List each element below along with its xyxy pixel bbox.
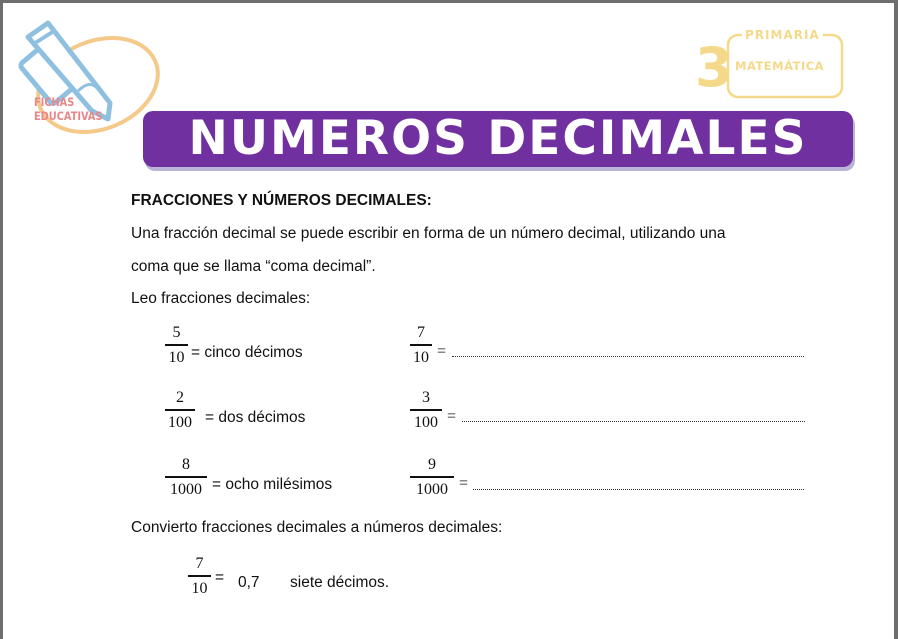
intro-line-2: coma que se llama “coma decimal”. — [131, 258, 376, 275]
answer-blank-1[interactable] — [452, 356, 804, 357]
fraction-3-100: 3 100 — [410, 389, 442, 432]
decimal-words: siete décimos. — [290, 574, 390, 591]
pencil-icon — [10, 15, 165, 145]
equals-sign: = — [215, 569, 225, 586]
example-text-3: = ocho milésimos — [212, 476, 333, 493]
fraction-bar — [188, 575, 211, 577]
read-heading: Leo fracciones decimales: — [131, 290, 311, 307]
logo-text-line2: EDUCATIVAS — [34, 109, 103, 123]
fraction-bar — [410, 476, 454, 478]
equals-sign: = — [459, 475, 469, 492]
fraction-bar — [410, 409, 442, 411]
fraction-bar — [165, 344, 188, 346]
fichas-educativas-logo — [10, 15, 165, 145]
fraction-bar — [165, 409, 195, 411]
fraction-bar — [410, 344, 432, 346]
section-title: FRACCIONES Y NÚMEROS DECIMALES: — [131, 192, 432, 209]
equals-sign: = — [437, 343, 447, 360]
badge-level: PRIMARIA — [742, 28, 823, 42]
answer-blank-2[interactable] — [462, 421, 805, 422]
window-border-top — [0, 0, 898, 3]
page-title: NUMEROS DECIMALES — [188, 111, 808, 166]
grade-number: 3 — [695, 36, 733, 99]
fraction-8-1000: 8 1000 — [165, 456, 207, 499]
example-text-1: = cinco décimos — [191, 344, 303, 361]
fraction-5-10: 5 10 — [165, 324, 188, 367]
fraction-bar — [165, 476, 207, 478]
answer-blank-3[interactable] — [473, 489, 804, 490]
window-border-left — [0, 0, 3, 639]
fraction-9-1000: 9 1000 — [410, 456, 454, 499]
window-border-right — [894, 0, 898, 639]
badge-subject: MATEMÁTICA — [735, 59, 825, 73]
fraction-7-10: 7 10 — [410, 324, 432, 367]
example-text-2: = dos décimos — [205, 409, 306, 426]
intro-line-1: Una fracción decimal se puede escribir en forma de un número decimal, utilizando una — [131, 225, 726, 242]
fraction-7-10-example: 7 10 — [188, 555, 211, 598]
logo-text-line1: FICHAS — [34, 95, 75, 109]
convert-heading: Convierto fracciones decimales a números decimales: — [131, 519, 503, 536]
equals-sign: = — [447, 408, 457, 425]
decimal-value: 0,7 — [238, 574, 260, 591]
grade-badge — [690, 25, 850, 105]
fraction-2-100: 2 100 — [165, 389, 195, 432]
title-banner — [143, 111, 853, 167]
